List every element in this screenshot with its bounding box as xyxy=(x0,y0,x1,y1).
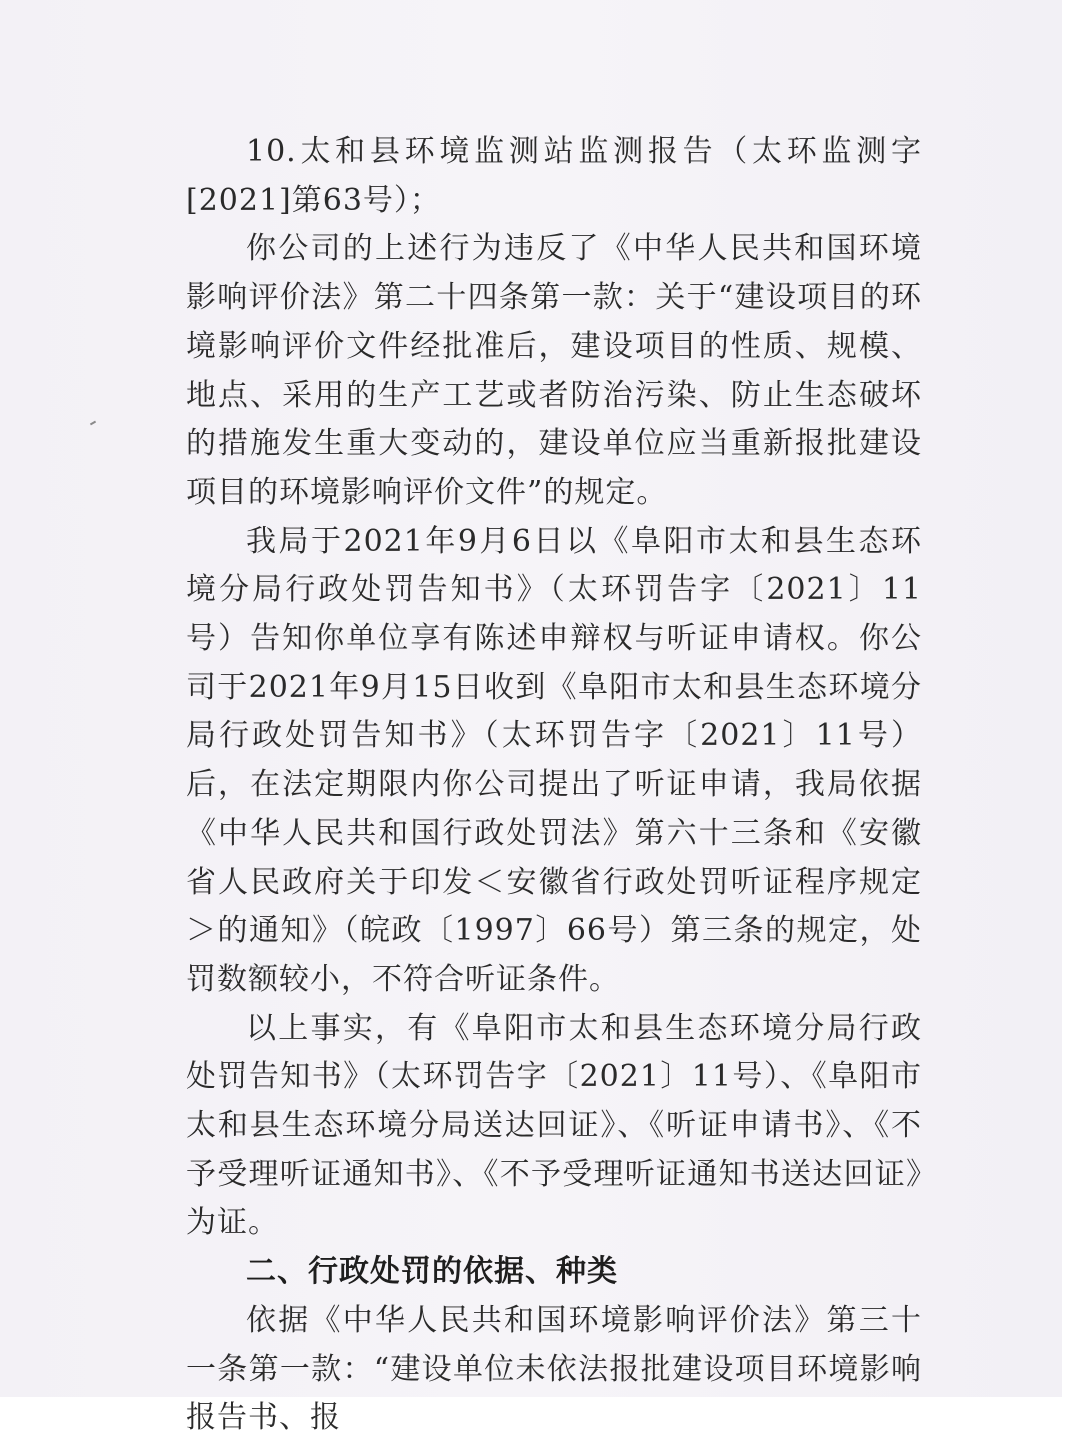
section-heading-penalty-basis: 二、行政处罚的依据、种类 xyxy=(246,1254,618,1290)
paragraph-violation: 你公司的上述行为违反了《中华人民共和国环境影响评价法》第二十四条第一款：关于“建设项目的环境影响评价文件经批准后，建设项目的性质、规模、地点、采用的生产工艺或者防治污染、防止生态破坏的措施发生重大变动的，建设单位应当重新报批建设项目的环境影响评价文件”的规定。 xyxy=(186,231,922,510)
document-body xyxy=(186,128,922,1443)
paragraph-monitoring-report: 10.太和县环境监测站监测报告（太环监测字[2021]第63号）； xyxy=(186,134,922,218)
paragraph-legal-basis: 依据《中华人民共和国环境影响评价法》第三十一条第一款：“建设单位未依法报批建设项目环境影响报告书、报 xyxy=(186,1302,922,1436)
paragraph-notification: 我局于2021年9月6日以《阜阳市太和县生态环境分局行政处罚告知书》（太环罚告字〔2021〕11号）告知你单位享有陈述申辩权与听证申请权。你公司于2021年9月15日收到《阜阳市太和县生态环境分局行政处罚告知书》（太环罚告字〔2021〕11号）后，在法定期限内你公司提出了听证申请，我局依据《中华人民共和国行政处罚法》第六十三条和《安徽省人民政府关于印发＜安徽省行政处罚听证程序规定＞的通知》（皖政〔1997〕66号）第三条的规定，处罚数额较小，不符合听证条件。 xyxy=(186,523,922,997)
scan-speck xyxy=(90,421,96,426)
paragraph-evidence: 以上事实，有《阜阳市太和县生态环境分局行政处罚告知书》（太环罚告字〔2021〕11号）、《阜阳市太和县生态环境分局送达回证》、《听证申请书》、《不予受理听证通知书》、《不予受理听证通知书送达回证》为证。 xyxy=(186,1010,922,1241)
